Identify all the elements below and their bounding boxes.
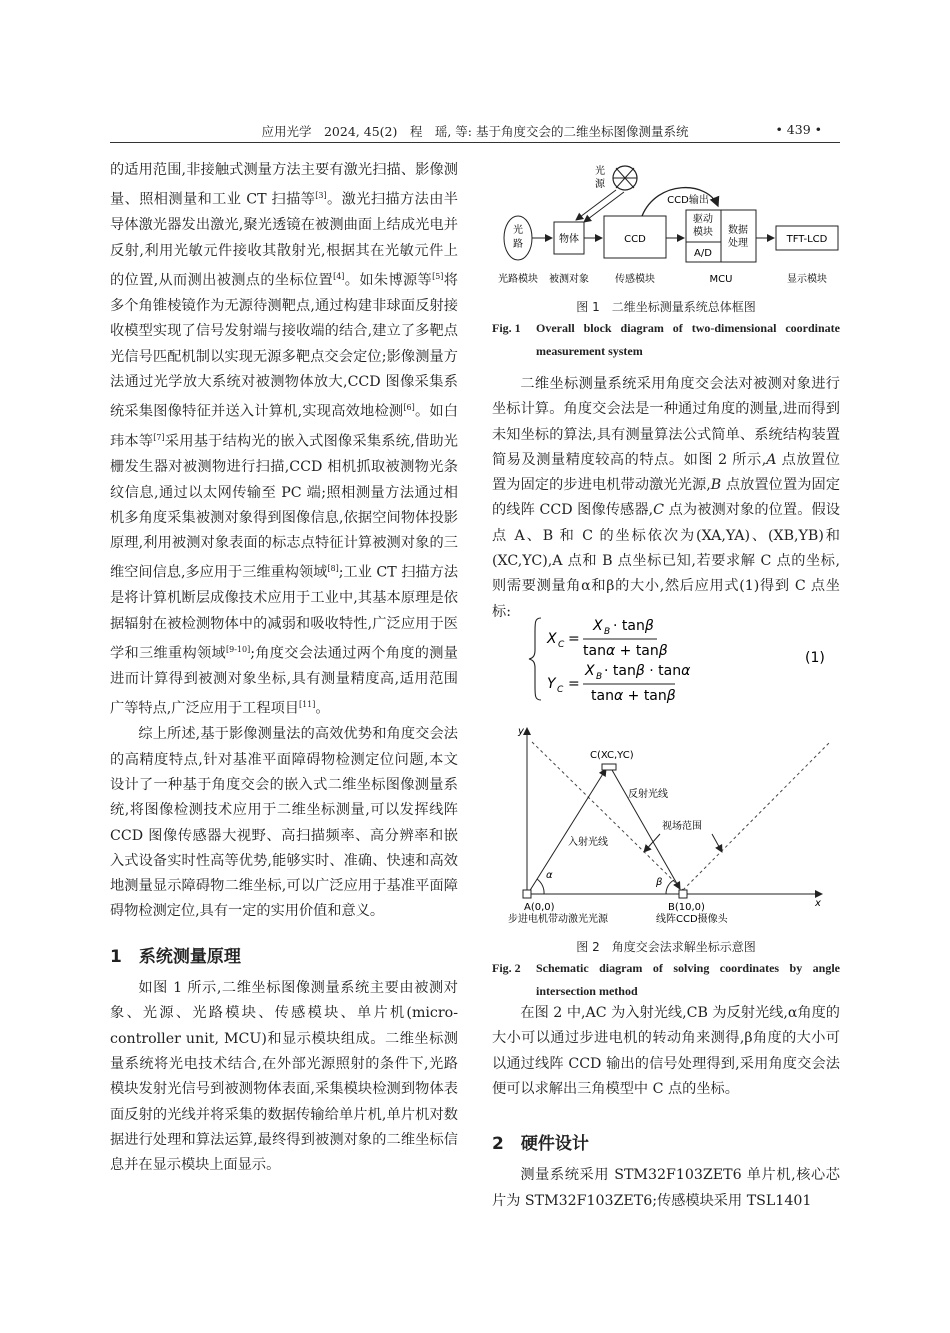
- point-c-marker: [602, 764, 616, 770]
- light-source-label-2: 源: [595, 179, 605, 190]
- alpha-label: α: [546, 870, 553, 881]
- svg-text:Y: Y: [547, 676, 556, 692]
- running-title: 应用光学 2024, 45(2) 程 瑶, 等: 基于角度交会的二维坐标图像测量系统: [261, 124, 689, 139]
- paragraph-hardware: 测量系统采用 STM32F103ZET6 单片机,核心芯片为 STM32F103ZET6;传感模块采用 TSL1401: [492, 1167, 840, 1209]
- point-a-label: A(0,0): [524, 902, 555, 913]
- section-1-heading: 1 系统测量原理: [110, 946, 241, 967]
- svg-text:CCD: CCD: [624, 234, 646, 245]
- fig1-label: MCU: [709, 274, 733, 285]
- beta-label: β: [656, 877, 663, 888]
- svg-text:X: X: [585, 663, 595, 679]
- svg-text:物体: 物体: [559, 234, 579, 245]
- svg-text:路: 路: [513, 239, 523, 250]
- paragraph-summary: 综上所述,基于影像测量法的高效优势和角度交会法的高精度特点,针对基准平面障碍物检测定位问题,本文设计了一种基于角度交会的嵌入式二维坐标图像测量系统,将图像检测技术应用于二维坐标测量,可以发挥线阵 CCD 图像传感器大视野、高扫描频率、高分辨率和嵌入式设备实时性高等优势,能够实时、准确、快速和高效地测量显示障碍物二维坐标,可以广泛应用于基准平面障碍物检测定位,具有一定的实用价值和意义。: [110, 726, 458, 920]
- svg-text:tanα + tanβ: tanα + tanβ: [591, 688, 676, 704]
- running-header: [110, 120, 840, 143]
- svg-text:· tanβ · tanα: · tanβ · tanα: [604, 663, 691, 679]
- paragraph-figure2-explanation: 在图 2 中,AC 为入射光线,CB 为反射光线,α角度的大小可以通过步进电机的转动角来测得,β角度的大小可以通过线阵 CCD 输出的信号处理得到,采用角度交会法便可以求解出三角模型中 C 点的坐标。: [492, 1005, 840, 1097]
- svg-text:驱动: 驱动: [693, 214, 713, 225]
- light-source-label-1: 光: [595, 166, 605, 177]
- svg-text:TFT-LCD: TFT-LCD: [786, 234, 828, 245]
- svg-text:· tanβ: · tanβ: [613, 618, 654, 634]
- figure-1-caption-cn: 图 1 二维坐标测量系统总体框图: [576, 300, 756, 314]
- paragraph-section1: 如图 1 所示,二维坐标图像测量系统主要由被测对象、光源、光路模块、传感模块、单片机(micro-controller unit, MCU)和显示模块组成。二维坐标测量系统将光电技术结合,在外部光源照射的条件下,光路模块发射光信号到被测物体表面,采集模块检测到物体表面反射的光线并将采集的数据传输给单片机,单片机对数据进行处理和算法运算,最终得到被测对象的二维坐标信息并在显示模块上面显示。: [110, 980, 458, 1174]
- right-column-top: [492, 372, 840, 625]
- svg-text:A/D: A/D: [694, 248, 712, 259]
- figure-2-caption-cn: 图 2 角度交会法求解坐标示意图: [576, 940, 756, 954]
- right-column-bottom: [492, 1001, 840, 1214]
- svg-text:C: C: [557, 685, 564, 695]
- fov-label: 视场范围: [662, 821, 702, 832]
- svg-text:=: =: [568, 676, 580, 692]
- figure-1-caption-en: Fig. 1 Overall block diagram of two-dimensional coordinate measurement system: [492, 321, 840, 358]
- svg-text:B: B: [596, 672, 603, 682]
- figure-1-block-diagram: [492, 160, 842, 290]
- reflected-ray-label: 反射光线: [628, 789, 668, 800]
- x-axis-label: x: [815, 898, 821, 909]
- svg-text:光: 光: [513, 225, 523, 236]
- figure-2-caption-en: Fig. 2 Schematic diagram of solving coordinates by angle intersection method: [492, 961, 840, 998]
- paragraph-angle-intersection: 二维坐标测量系统采用角度交会法对被测对象进行坐标计算。角度交会法是一种通过角度的测量,进而得到未知坐标的算法,具有测量算法公式简单、系统结构装置简易及测量精度较高的特点。如图 2 所示,A 点放置位置为固定的步进电机带动激光光源,B 点放置位置为固定的线阵 CCD 图像传感器,C 点为被测对象的位置。假设点 A、B 和 C 的坐标依次为(XA,YA)、(XB,YB)和(XC,YC),A 点和 B 点坐标已知,若要求解 C 点的坐标,则需要测量角α和β的大小,然后应用式(1)得到 C 点坐标:: [492, 376, 841, 620]
- svg-text:tanα + tanβ: tanα + tanβ: [583, 643, 668, 659]
- left-column: [110, 158, 458, 1178]
- point-b-description: 线阵CCD摄像头: [656, 914, 728, 925]
- incident-ray-label: 入射光线: [568, 837, 608, 848]
- svg-text:X: X: [593, 618, 603, 634]
- point-a-marker: [523, 890, 531, 898]
- point-b-marker: [679, 890, 687, 898]
- svg-text:X: X: [547, 631, 557, 647]
- svg-text:模块: 模块: [693, 227, 713, 238]
- light-path-block: [504, 216, 532, 260]
- equation-1: [525, 612, 840, 706]
- fig1-label: 被测对象: [549, 274, 589, 285]
- fig1-label: 显示模块: [787, 274, 827, 285]
- fig1-label: 传感模块: [615, 274, 655, 285]
- svg-text:数据: 数据: [728, 225, 748, 236]
- svg-text:B: B: [604, 627, 611, 637]
- point-a-description: 步进电机带动激光光源: [508, 914, 608, 925]
- point-c-label: C(XC,YC): [590, 750, 634, 761]
- point-b-label: B(10,0): [668, 902, 705, 913]
- page-number: • 439 •: [775, 122, 822, 137]
- fig1-label: 光路模块: [498, 274, 538, 285]
- ccd-output-label: CCD输出: [667, 195, 709, 206]
- svg-text:=: =: [568, 631, 580, 647]
- y-axis-label: y: [518, 726, 524, 737]
- equation-number: (1): [805, 650, 825, 666]
- figure-2-angle-diagram: [500, 722, 840, 932]
- svg-text:处理: 处理: [728, 238, 748, 249]
- paragraph-intro: 的适用范围,非接触式测量方法主要有激光扫描、影像测量、照相测量和工业 CT 扫描等[3]。激光扫描方法由半导体激光器发出激光,聚光透镜在被测曲面上结成光电并反射,利用光敏元件接收其散射光,根据其在光敏元件上的位置,从而测出被测点的坐标位置[4]。如朱博源等[5]将多个角锥棱镜作为无源待测靶点,通过构建非球面反射接收模型实现了信号发射端与接收端的结合,建立了多靶点光信号匹配机制以实现无源多靶点交会定位;影像测量方法通过光学放大系统对被测物体放大,CCD 图像采集系统采集图像特征并送入计算机,实现高效地检测[6]。如白玮本等[7]采用基于结构光的嵌入式图像采集系统,借助光栅发生器对被测物进行扫描,CCD 相机抓取被测物光条纹信息,通过以太网传输至 PC 端;照相测量方法通过相机多角度采集被测对象得到图像信息,依据空间物体投影原理,利用被测对象表面的标志点特征计算被测对象的三维空间信息,多应用于三维重构领域[8];工业 CT 扫描方法是将计算机断层成像技术应用于工业中,其基本原理是依据辐射在被检测物体中的减弱和吸收特性,广泛应用于医学和三维重构领域[9-10];角度交会法通过两个角度的测量进而计算得到被测对象坐标,具有测量精度高,适用范围广等特点,广泛应用于工程项目[11]。: [110, 162, 459, 718]
- svg-text:C: C: [558, 640, 565, 650]
- section-2-heading: 2 硬件设计: [492, 1134, 589, 1155]
